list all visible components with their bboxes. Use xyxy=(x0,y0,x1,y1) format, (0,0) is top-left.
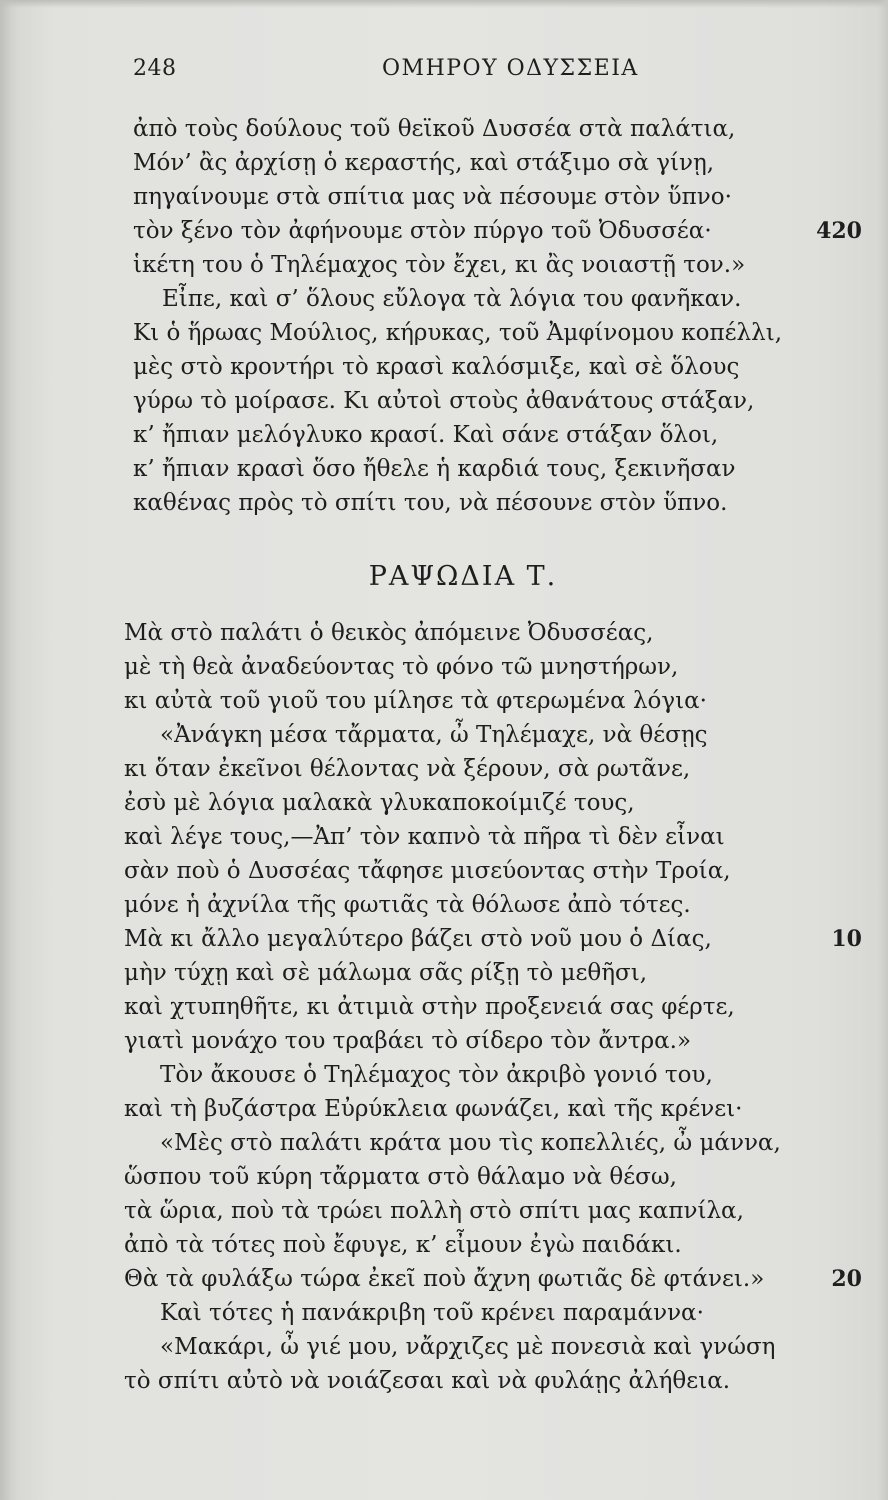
verse-line: μὴν τύχῃ καὶ σὲ μάλωμα σᾶς ρίξῃ τὸ μεθῆσι, xyxy=(124,960,648,986)
verse-line: κι ὅταν ἐκεῖνοι θέλοντας νὰ ξέρουν, σὰ ρωτᾶνε, xyxy=(124,756,691,782)
verse-line-indented: «Ἀνάγκη μέσα τἄρματα, ὦ Τηλέμαχε, νὰ θέσῃς xyxy=(160,722,708,748)
verse-line: ὥσπου τοῦ κύρη τἄρματα στὸ θάλαμο νὰ θέσω, xyxy=(124,1164,677,1190)
verse-line: ἀπὸ τοὺς δούλους τοῦ θεϊκοῦ Δυσσέα στὰ παλάτια, xyxy=(133,116,736,142)
verse-line: Κι ὁ ἥρωας Μούλιος, κήρυκας, τοῦ Ἀμφίνομου κοπέλλι, xyxy=(133,320,783,346)
margin-line-number: 10 xyxy=(831,926,862,952)
page-header xyxy=(0,56,888,86)
verse-line: Μὰ κι ἄλλο μεγαλύτερο βάζει στὸ νοῦ μου ὁ Δίας, xyxy=(124,926,712,952)
running-title: ΟΜΗΡΟΥ ΟΔΥΣΣΕΙΑ xyxy=(382,56,639,81)
page-number: 248 xyxy=(133,56,177,81)
scan-shadow-left xyxy=(0,0,18,1500)
rhapsody-heading: ΡΑΨΩΔΙΑ Τ. xyxy=(368,561,558,592)
margin-line-number: 420 xyxy=(816,218,862,244)
verse-line: μόνε ἡ ἀχνίλα τῆς φωτιᾶς τὰ θόλωσε ἀπὸ τότες. xyxy=(124,892,691,918)
margin-line-number: 20 xyxy=(831,1266,862,1292)
scan-shadow-right xyxy=(878,0,888,1500)
verse-line: ἱκέτη του ὁ Τηλέμαχος τὸν ἔχει, κι ἂς νοιαστῇ τον.» xyxy=(133,252,746,278)
verse-line: τὸν ξένο τὸν ἀφήνουμε στὸν πύργο τοῦ Ὀδυσσέα· xyxy=(133,218,712,244)
verse-line: σὰν ποὺ ὁ Δυσσέας τἄφησε μισεύοντας στὴν Τροία, xyxy=(124,858,731,884)
verse-line: καὶ τὴ βυζάστρα Εὐρύκλεια φωνάζει, καὶ τῆς κρένει· xyxy=(124,1096,743,1122)
verse-line: Θὰ τὰ φυλάξω τώρα ἐκεῖ ποὺ ἄχνη φωτιᾶς δὲ φτάνει.» xyxy=(124,1266,765,1292)
verse-line: καὶ λέγε τους,—Ἀπ’ τὸν καπνὸ τὰ πῆρα τὶ δὲν εἶναι xyxy=(124,824,725,850)
verse-line: γιατὶ μονάχο του τραβάει τὸ σίδερο τὸν ἄντρα.» xyxy=(124,1028,692,1054)
verse-line: κ’ ἤπιαν κρασὶ ὅσο ἤθελε ἡ καρδιά τους, ξεκινῆσαν xyxy=(133,456,736,482)
verse-line-indented: Καὶ τότες ἡ πανάκριβη τοῦ κρένει παραμάννα· xyxy=(160,1300,704,1326)
verse-line: Μὰ στὸ παλάτι ὁ θεικὸς ἀπόμεινε Ὀδυσσέας, xyxy=(124,620,654,646)
verse-line-indented: «Μὲς στὸ παλάτι κράτα μου τὶς κοπελλιές, ὦ μάννα, xyxy=(160,1130,781,1156)
verse-line: καὶ χτυπηθῆτε, κι ἀτιμιὰ στὴν προξενειά σας φέρτε, xyxy=(124,994,735,1020)
verse-line: γύρω τὸ μοίρασε. Κι αὐτοὶ στοὺς ἀθανάτους στάξαν, xyxy=(133,388,755,414)
verse-line: τὸ σπίτι αὐτὸ νὰ νοιάζεσαι καὶ νὰ φυλάῃς ἀλήθεια. xyxy=(124,1368,731,1394)
verse-line-indented: Τὸν ἄκουσε ὁ Τηλέμαχος τὸν ἀκριβὸ γονιό του, xyxy=(160,1062,713,1088)
verse-line: κ’ ἤπιαν μελόγλυκο κρασί. Καὶ σάνε στάξαν ὅλοι, xyxy=(133,422,719,448)
verse-line: ἐσὺ μὲ λόγια μαλακὰ γλυκαποκοίμιζέ τους, xyxy=(124,790,635,816)
verse-line-indented: Εἶπε, καὶ σ’ ὅλους εὔλογα τὰ λόγια του φανῆκαν. xyxy=(162,286,742,312)
verse-line: μὲ τὴ θεὰ ἀναδεύοντας τὸ φόνο τῶ μνηστήρων, xyxy=(124,654,679,680)
verse-line: τὰ ὥρια, ποὺ τὰ τρώει πολλὴ στὸ σπίτι μας καπνίλα, xyxy=(124,1198,744,1224)
verse-line: ἀπὸ τὰ τότες ποὺ ἔφυγε, κ’ εἶμουν ἐγὼ παιδάκι. xyxy=(124,1232,682,1258)
verse-line: Μόν’ ἂς ἀρχίσῃ ὁ κεραστής, καὶ στάξιμο σὰ γίνῃ, xyxy=(133,150,715,176)
verse-line: πηγαίνουμε στὰ σπίτια μας νὰ πέσουμε στὸν ὕπνο· xyxy=(133,184,732,210)
verse-line-indented: «Μακάρι, ὦ γιέ μου, νἄρχιζες μὲ πονεσιὰ καὶ γνώση xyxy=(160,1334,776,1360)
verse-line: μὲς στὸ κροντήρι τὸ κρασὶ καλόσμιξε, καὶ σὲ ὅλους xyxy=(133,354,740,380)
verse-line: κι αὐτὰ τοῦ γιοῦ του μίλησε τὰ φτερωμένα λόγια· xyxy=(124,688,707,714)
verse-line: καθένας πρὸς τὸ σπίτι του, νὰ πέσουνε στὸν ὕπνο. xyxy=(133,490,728,516)
scan-shadow-top xyxy=(0,0,888,8)
